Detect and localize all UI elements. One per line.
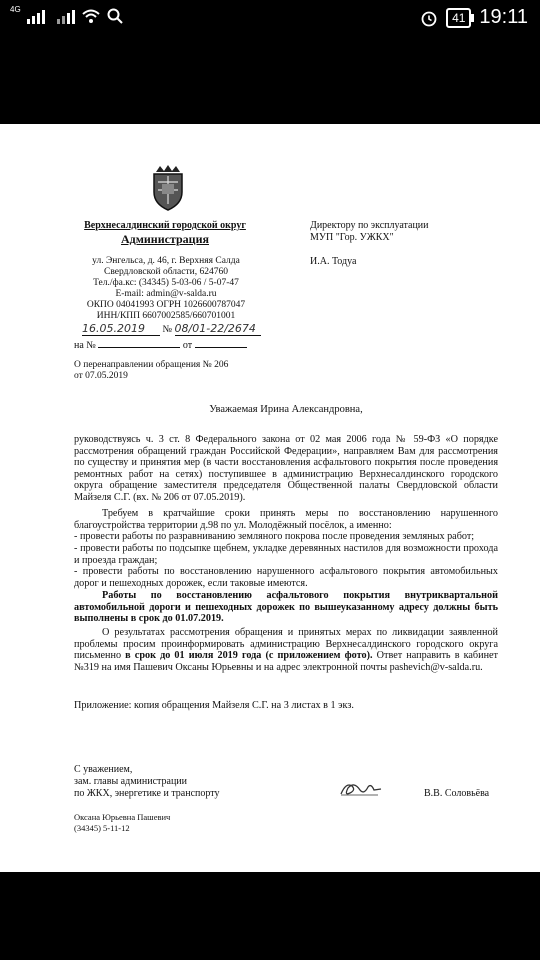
paragraph-4-text-a: О результатах рассмотрения обращения и принятых мерах по ликвидации заявленной проблемы просим проинформировать администрацию Верхнесалдинского городского округа письменно [74,627,498,662]
battery-icon: 41 [446,8,471,28]
paragraph-4-deadline: в срок до 01 июля 2019 года (с приложением фото). [125,650,373,662]
paragraph-4-text-b: Ответ направить в кабинет №319 на имя Пашевич Оксаны Юрьевны и на адрес электронной почты pashevich@v-salda.ru. [74,650,498,673]
regards: С уважением, [74,764,133,775]
executor-phone: (34345) 5-11-12 [74,823,130,833]
from-label: от [182,340,193,351]
attachment-note: Приложение: копия обращения Майзеля С.Г. на 3 листах в 1 экз. [74,700,354,711]
recipient-org: МУП "Гор. УЖКХ" [310,232,394,243]
org-admin: Администрация [120,232,209,246]
list-item-2: - провести работы по подсыпке щебнем, укладке деревянных настилов для возможности прохода и проезда граждан; [74,543,498,566]
paragraph-2: Требуем в кратчайшие сроки принять меры по восстановлению нарушенного благоустройства территории д.98 по ул. Молодёжный посёлок, а именно: [74,508,498,531]
recipient-position: Директору по эксплуатации [310,220,429,231]
status-right [420,6,528,29]
email: E-mail: admin@v-salda.ru [115,289,217,299]
network-type: 4G [10,5,21,14]
handwritten-signature [338,778,384,800]
status-left [10,5,123,24]
wifi-icon [81,8,101,24]
paragraph-3-bold: Работы по восстановлению асфальтового покрытия внутриквартальной автомобильной дороги и пешеходных дорожек по вышеуказанному адресу должны быть выполнены в срок до 01.07.2019. [74,590,498,625]
address-line-1: ул. Энгельса, д. 46, г. Верхняя Салда [92,256,240,266]
in-reply-label: на № [74,340,96,351]
list-item-3: - провести работы по восстановлению нарушенного асфальтового покрытия автомобильных дорог и пешеходных дорожек, если таковые имеются. [74,566,498,589]
org-name: Верхнесалдинский городской округ [84,220,246,231]
search-icon [107,8,123,24]
okpo-ogrn: ОКПО 04041993 ОГРН 1026600787047 [86,300,246,310]
clock: 19:11 [479,6,528,28]
phone-fax: Тел./фа.кс: (34345) 5-03-06 / 5-07-47 [93,278,239,288]
alarm-icon [420,9,438,27]
list-item-1: - провести работы по разравниванию земляного покрова после проведения земляных работ; [74,531,475,542]
salutation: Уважаемая Ирина Александровна, [209,404,363,415]
document-page [0,124,540,872]
reg-line [82,323,254,336]
handwritten-number: 08/01-22/2674 [175,323,261,336]
executor-name: Оксана Юрьевна Пашевич [74,812,171,822]
signer-position-2: по ЖКХ, энергетике и транспорту [74,788,220,799]
signal-strength-icon [27,8,45,24]
coat-of-arms-emblem [148,162,188,212]
status-bar [0,0,540,36]
recipient-name: И.А. Тодуа [310,256,357,267]
inn-kpp: ИНН/КПП 6607002585/660701001 [96,311,236,321]
number-label: № [162,324,173,335]
redirect-note: О перенаправлении обращения № 206 от 07.05.2019 [74,360,229,381]
handwritten-date: 16.05.2019 [82,323,160,336]
signal-strength-icon-2 [57,8,75,24]
signer-position-1: зам. главы администрации [74,776,188,787]
address-line-2: Свердловской области, 624760 [104,267,228,277]
signer-name: В.В. Соловьёва [424,788,490,799]
paragraph-4 [74,627,498,673]
paragraph-1: руководствуясь ч. 3 ст. 8 Федерального закона от 02 мая 2006 года № 59-ФЗ «О порядке рассмотрения обращений граждан Российской Федерации», направляем Вам для рассмотрения по существу и принятия мер (в части восстановления асфальтового покрытия после проведения ремонтных работ на сетях) поступившее в администрацию Верхнесалдинского городского округа обращение заместителя председателя Общественной палаты Свердловской области Майзеля С.Г. (вх. № 206 от 07.05.2019). [74,434,498,503]
in-reply-line [74,337,254,352]
